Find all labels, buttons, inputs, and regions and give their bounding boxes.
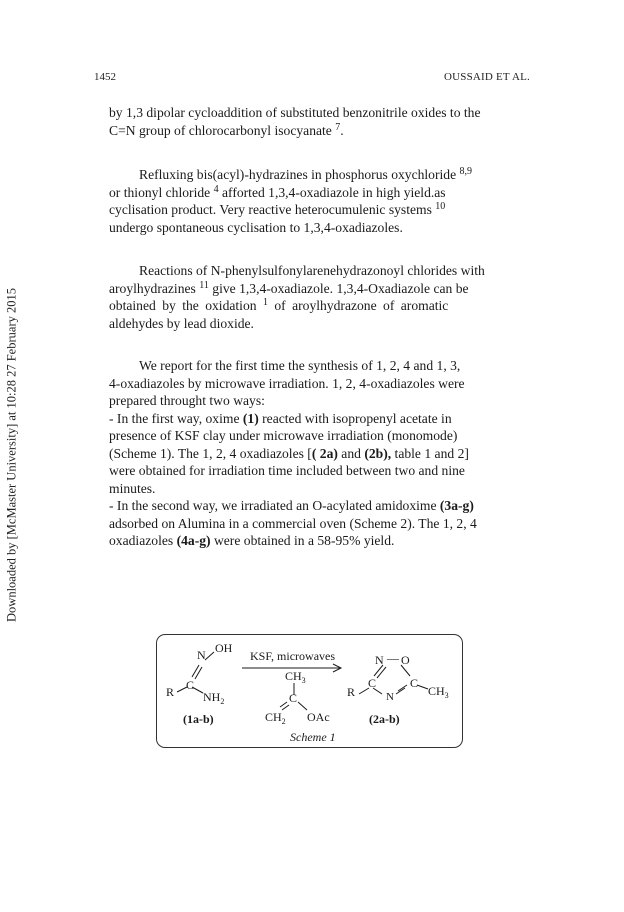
ring-c: C <box>368 676 377 690</box>
text-run: C=N group of chlorocarbonyl isocyanate <box>109 122 332 138</box>
text-run: were obtained in a 58-95% yield. <box>210 533 395 548</box>
compound-label-2ab: (2a-b) <box>369 712 400 726</box>
reference-superscript: 4 <box>213 183 219 195</box>
methyl-label: CH <box>285 669 302 683</box>
text-run: - In the first way, oxime <box>109 410 243 426</box>
amino-label: NH <box>203 690 221 704</box>
text-run: Refluxing bis(acyl)-hydrazines in phosphorus oxychloride <box>139 167 457 182</box>
reference-superscript: 10 <box>435 201 446 212</box>
substituent-r: R <box>166 685 175 699</box>
text-run: reacted with isopropenyl acetate in <box>258 410 452 426</box>
text-line <box>109 445 530 463</box>
download-watermark-text: Downloaded by [McMaster University] at 10:28 27 February 2015 <box>4 288 19 622</box>
subscript: 2 <box>281 717 286 726</box>
compound-label-1ab: (1a-b) <box>183 712 214 726</box>
reaction-conditions: KSF, microwaves <box>250 649 336 663</box>
text-line <box>109 497 530 515</box>
ring-n: N <box>386 691 394 703</box>
ring-n: N <box>375 653 384 667</box>
compound-ref: (2b), <box>364 445 392 461</box>
text-run: - In the second way, we irradiated an O-acylated amidoxime <box>109 498 440 513</box>
compound-ref: (4a-g) <box>176 533 211 548</box>
paragraph-1 <box>109 104 530 139</box>
text-line <box>109 410 530 428</box>
running-head-authors: OUSSAID ET AL. <box>443 71 530 83</box>
text-run: aroylhydrazines <box>109 280 196 296</box>
bond-dash: — <box>387 651 399 665</box>
text-line <box>109 297 530 315</box>
paragraph-2 <box>109 166 530 236</box>
reference-superscript: 7 <box>335 121 341 133</box>
text-run: cyclisation product. Very reactive heterocumulenic systems <box>109 202 432 217</box>
text-line: minutes. <box>109 480 156 496</box>
text-run: oxadiazoles <box>109 533 177 548</box>
methyl-group <box>285 669 306 685</box>
ring-o: O <box>401 653 410 667</box>
scheme-1-diagram <box>157 635 464 749</box>
page-number: 1452 <box>94 71 116 83</box>
text-line: 4-oxadiazoles by microwave irradiation. 1, 2, 4-oxadiazoles were <box>109 375 465 391</box>
text-run: of aroylhydrazone of aromatic <box>274 298 449 313</box>
amino-group <box>203 690 224 706</box>
text-line <box>109 166 530 184</box>
compound-ref: (1) <box>242 410 259 426</box>
text-line: We report for the first time the synthesis of 1, 2, 4 and 1, 3, <box>139 358 461 373</box>
text-line <box>109 122 530 140</box>
ring-c: C <box>410 676 419 690</box>
compound-ref: (3a-g) <box>439 498 474 513</box>
text-line <box>109 532 530 550</box>
subscript: 3 <box>301 676 306 685</box>
methyl-group <box>428 684 449 700</box>
paragraph-4 <box>109 357 530 550</box>
text-line: were obtained for irradiation time included between two and nine <box>109 463 465 478</box>
text-run: obtained by the oxidation <box>109 298 257 313</box>
text-line: by 1,3 dipolar cycloaddition of substituted benzonitrile oxides to the <box>109 105 481 120</box>
methyl-label: CH <box>428 684 445 698</box>
scheme-caption: Scheme 1 <box>290 730 336 744</box>
text-line: presence of KSF clay under microwave irradiation (monomode) <box>109 428 458 443</box>
text-line: Reactions of N-phenylsulfonylarenehydrazonoyl chlorides with <box>139 263 485 278</box>
text-run: (Scheme 1). The 1, 2, 4 oxadiazoles [ <box>109 445 312 461</box>
subscript: 2 <box>220 697 225 706</box>
scheme-1-box <box>156 634 463 748</box>
methylene-label: CH <box>265 710 282 724</box>
text-run: afforted 1,3,4-oxadiazole in high yield.as <box>222 184 446 200</box>
text-line <box>109 280 530 298</box>
reference-superscript: 11 <box>199 279 209 291</box>
text-line: undergo spontaneous cyclisation to 1,3,4-oxadiazoles. <box>109 219 403 235</box>
text-line: adsorbed on Alumina in a commercial oven (Scheme 2). The 1, 2, 4 <box>109 515 477 531</box>
paragraph-3 <box>109 262 530 332</box>
acetoxy-group: OAc <box>307 710 330 724</box>
download-watermark <box>0 265 24 645</box>
text-line <box>109 201 530 219</box>
text-line: prepared throught two ways: <box>109 393 265 408</box>
substituent-r: R <box>347 685 356 699</box>
text-run: and <box>337 445 365 461</box>
atom-n: N <box>197 648 206 662</box>
methylene-group <box>265 710 286 726</box>
reference-superscript: 8,9 <box>459 166 473 177</box>
subscript: 3 <box>444 691 449 700</box>
compound-ref: ( 2a) <box>311 445 338 461</box>
atom-c: C <box>186 678 195 692</box>
reference-superscript: 1 <box>262 297 268 308</box>
text-run: or thionyl chloride <box>109 184 211 200</box>
text-run: . <box>340 122 344 138</box>
hydroxyl-group: OH <box>215 641 233 655</box>
text-run: table 1 and 2] <box>391 445 469 461</box>
atom-c: C <box>289 691 298 705</box>
text-line <box>109 184 530 202</box>
text-line: aldehydes by lead dioxide. <box>109 315 254 331</box>
text-run: give 1,3,4-oxadiazole. 1,3,4-Oxadiazole can be <box>212 280 469 296</box>
